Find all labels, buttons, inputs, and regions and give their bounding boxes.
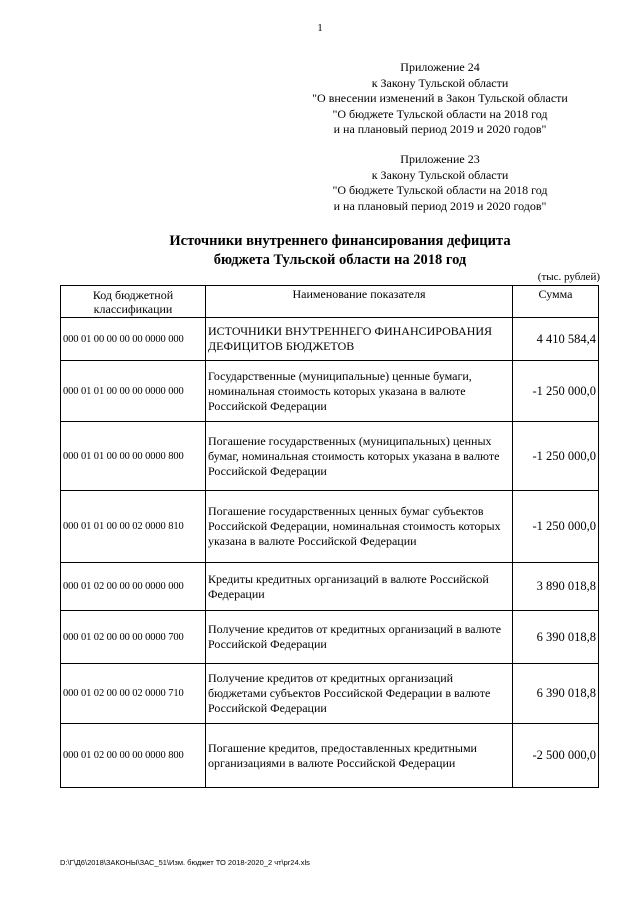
- row-code: 000 01 02 00 00 02 0000 710: [61, 664, 206, 724]
- column-header-name: Наименование показателя: [206, 286, 513, 318]
- appendix-24-line: к Закону Тульской области: [371, 75, 509, 90]
- table-row: [61, 724, 599, 788]
- row-name: Погашение государственных (муниципальных) ценных бумаг, номинальная стоимость которых указана в валюте Российской Федерации: [206, 422, 513, 491]
- table-row: [61, 611, 599, 664]
- table-row: [61, 491, 599, 563]
- row-name: Погашение государственных ценных бумаг субъектов Российской Федерации, номинальная стоимость которых указана в валюте Российской Федерации: [206, 491, 513, 563]
- financing-sources-table: [60, 285, 599, 788]
- row-code: 000 01 01 00 00 00 0000 800: [61, 422, 206, 491]
- row-name: Государственные (муниципальные) ценные бумаги, номинальная стоимость которых указана в валюте Российской Федерации: [206, 361, 513, 422]
- table-row: [61, 422, 599, 491]
- row-sum: 6 390 018,8: [513, 611, 599, 664]
- row-sum: 4 410 584,4: [513, 318, 599, 361]
- row-code: 000 01 01 00 00 02 0000 810: [61, 491, 206, 563]
- row-code: 000 01 02 00 00 00 0000 800: [61, 724, 206, 788]
- appendix-23-line: и на плановый период 2019 и 2020 годов": [333, 198, 547, 213]
- appendix-24-header: [280, 60, 600, 138]
- row-name: Кредиты кредитных организаций в валюте Российской Федерации: [206, 563, 513, 611]
- table-row: [61, 664, 599, 724]
- row-sum: -1 250 000,0: [513, 361, 599, 422]
- row-name: ИСТОЧНИКИ ВНУТРЕННЕГО ФИНАНСИРОВАНИЯ ДЕФИЦИТОВ БЮДЖЕТОВ: [206, 318, 513, 361]
- row-code: 000 01 01 00 00 00 0000 000: [61, 361, 206, 422]
- page-number: 1: [317, 22, 323, 34]
- appendix-23-line: "О бюджете Тульской области на 2018 год: [332, 183, 548, 197]
- appendix-23-line: Приложение 23: [400, 152, 480, 166]
- table-row: [61, 318, 599, 361]
- table-row: [61, 361, 599, 422]
- row-sum: -1 250 000,0: [513, 491, 599, 563]
- column-header-sum: Сумма: [513, 286, 599, 318]
- document-title: [60, 232, 620, 270]
- row-code: 000 01 00 00 00 00 0000 000: [61, 318, 206, 361]
- appendix-23-header: [280, 152, 600, 214]
- appendix-24-line: и на плановый период 2019 и 2020 годов": [333, 122, 547, 136]
- row-code: 000 01 02 00 00 00 0000 700: [61, 611, 206, 664]
- units-label: (тыс. рублей): [537, 271, 600, 283]
- file-path-footer: D:\Г\Д6\2018\ЗАКОНЫ\ЗАС_51\Изм. бюджет ТО 2018-2020_2 чт\pr24.xls: [60, 858, 310, 867]
- row-code: 000 01 02 00 00 00 0000 000: [61, 563, 206, 611]
- row-sum: -1 250 000,0: [513, 422, 599, 491]
- appendix-24-line: Приложение 24: [400, 60, 480, 74]
- table-row: [61, 563, 599, 611]
- row-sum: 3 890 018,8: [513, 563, 599, 611]
- document-title-line: Источники внутреннего финансирования дефицита: [169, 233, 511, 249]
- appendix-24-line: "О внесении изменений в Закон Тульской области: [312, 91, 568, 105]
- appendix-23-line: к Закону Тульской области: [371, 167, 509, 182]
- row-name: Получение кредитов от кредитных организаций в валюте Российской Федерации: [206, 611, 513, 664]
- table-header-row: [61, 286, 599, 318]
- row-name: Погашение кредитов, предоставленных кредитными организациями в валюте Российской Федерации: [206, 724, 513, 788]
- row-sum: 6 390 018,8: [513, 664, 599, 724]
- appendix-24-line: "О бюджете Тульской области на 2018 год: [332, 106, 548, 121]
- row-name: Получение кредитов от кредитных организаций бюджетами субъектов Российской Федерации в валюте Российской Федерации: [206, 664, 513, 724]
- row-sum: -2 500 000,0: [513, 724, 599, 788]
- document-title-line: бюджета Тульской области на 2018 год: [213, 252, 467, 268]
- column-header-code: Код бюджетной классификации: [61, 286, 206, 318]
